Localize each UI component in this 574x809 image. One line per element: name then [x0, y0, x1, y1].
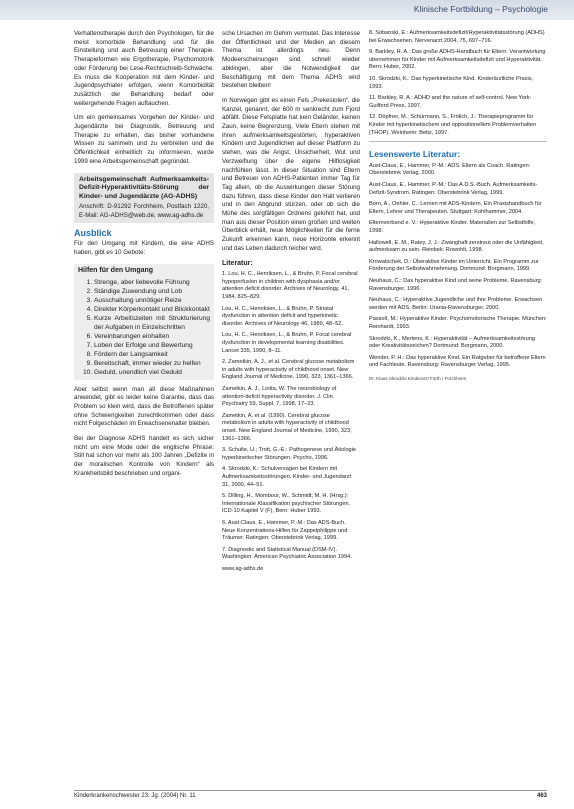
reference-item: Lou, H. C., Henriksen, L., & Bruhn, P. Striatal dysfunction in attention deficit and hyperkinetic disorder. Archives of Neurology 46, 1989, 48–52. [222, 305, 343, 327]
reference-item: 5. Dilling, H., Mombour, W., Schmidt, M. H. (Hrsg.): Internationale Klassifikation psychischer Störungen. ICD-10 Kapitel V (F), Bern: Huber 1993. [222, 493, 351, 515]
tip-item: 9. Bereitschaft, immer wieder zu helfen [94, 359, 210, 368]
reference-item: 10. Skrodzki, K.: Das hyperkinetische Kind. Kinderärztliche Praxis, 1993. [369, 75, 534, 90]
reference-item: 7. Diagnostic and Statistical Manual (DSM-IV). Washington: American Psychiatric Association 1994. [222, 546, 352, 561]
tips-box [74, 264, 214, 380]
tip-item: 1. Strenge, aber liebevolle Führung [94, 278, 210, 287]
reference-item: Zametkin, A. J., Liotta, W. The neurobiology of attention-deficit hyperactivity disorder. J. Clin. Psychiatry 59, Suppl. 7, 1998, 17–23. [222, 386, 337, 408]
author-affiliation: Dr. Klaus Skrodzki Kinderarzt Fürth / Forchheim [369, 375, 467, 381]
reading-item: Passolt, M.: Hyperaktive Kinder. Psychomotorische Therapie. München: Reinhardt, 1993. [369, 316, 547, 330]
divider [369, 141, 547, 144]
reading-item: Neuhaus, C.: Hyperaktive Jugendliche und ihre Probleme. Erwachsen werden mit ADS. Berlin: Urania-Ravensburger, 2000. [369, 297, 543, 311]
column-1 [74, 30, 214, 485]
journal-citation: Kinderkrankenschwester 23. Jg. (2004) Nr. 11 [74, 793, 196, 799]
reading-item: Elternverband e. V.: Hyperaktive Kinder. Materialien zur Selbsthilfe, 1998. [369, 220, 536, 234]
section-heading: Ausblick [74, 227, 112, 238]
reading-item: Skrodzki, K., Mertens, K.: Hyperaktivität – Aufmerksamkeitsstörung oder Kreativitätszeichen? Dortmund: Borgmann, 2000. [369, 335, 536, 350]
reference-item: Lou, H. C., Henriksen, L., & Bruhn, P. Focal cerebral dysfunction in developmental learning disabilities. Lancet 335, 1990, 8–11. [222, 332, 352, 354]
paragraph: sche Ursachen im Gehirn vermutet. Das Interesse der Öffentlichkeit und der Medien an diesem Thema ist allerdings neu. Denn Modeerscheinungen sind schnell wieder abklingen, aber die Notwendigkeit der Beschäftigung mit dem Thema ADHS wird bestehen bleiben! [222, 30, 360, 90]
reference-item: 6. Aust-Claus, E., Hammer, P.-M.: Das ADS-Buch. Neue Konzentrations-Hilfen für Zappelphilippe und Träumer. Ratingen: Oberstebrink Verlag, 1999. [222, 519, 348, 542]
reading-item: Neuhaus, C.: Das hyperaktive Kind und seine Probleme. Ravensburg: Ravensburger, 1996. [369, 277, 543, 292]
page-header [0, 0, 574, 22]
info-box [74, 173, 214, 223]
paragraph: In Norwegen gibt es einen Fels „Prekestolen“, die Kanzel, genannt, der 600 m senkrecht zum Fjord abfällt. Diese Felsplatte hat kein Geländer, keinen Zaun, keine Begrenzung. Viele Eltern stehen mit ihren aufmerksamkeitsgestörten, hyperaktiven Kindern und Jugendlichen auf dieser Plattform zu stehen, was die Angst, Unsicherheit, Wut und Verzweiflung über die eigene Hilflosigkeit nachfühlen lässt. In dieser Situation sind Eltern und Betreuer von ADHS-Patienten immer Tag für Tag allein, ob die Auswirkungen dieser Störung dazu führen, dass diese Kinder den Halt verlieren und in den Abgrund stürzen, oder ob sich die Mühe des sorgfältigen Ordnens gelohnt hat, und man aus dieser Position einen großen und weiten Überblick erhält, neue Möglichkeiten für die ferne Zukunft erkennen kann, neue Horizonte erkennt und das Leben dadurch reicher wird. [222, 96, 360, 252]
reading-item: Aust-Claus, E., Hammer, P.-M.: ADS. Eltern als Coach. Ratingen: Oberstebrink Verlag, 2000. [369, 162, 531, 177]
tip-item: 3. Ausschaltung unnötiger Reize [94, 296, 210, 305]
reference-item: 2. Zametkin, A. J., et al. Cerebral glucose metabolism in adults with hyperactivity of childhood onset. New England Journal of Medicine, 1990, 323, 1361–1366. [222, 359, 355, 381]
reference-item: 11. Barkley, R. A.: ADHD and the nature of self-control. New York: Guilford Press, 1997. [369, 95, 532, 109]
references-heading: Literatur: [222, 259, 253, 267]
reference-item: Zametkin, A. et al. (1990). Cerebral glucose metabolism in adults with hyperactivity of childhood onset. New England Journal of Medicine, 1990, 323, 1361–1366. [222, 412, 352, 442]
paragraph: Verhaltenstherapie durch den Psychologen, für die meist komorbide Behandlung und für die Einstellung und auch Betreuung einer Therapie. Therapieformen wie Ergotherapie, Psychomotorik oder Förderung bei Lese-Rechtschreib-Schwäche. Es muss die Kooperation mit dem Kinder- und Jugendpsychiater erfolgen, wenn Komorbidität zusätzlich der Behandlung bedarf oder weitergehende Fragen auftauchen. [74, 30, 214, 107]
tips-list [78, 278, 210, 377]
reading-item: Krowatschek, D.: Überaktive Kinder im Unterricht. Ein Programm zur Förderung der Selbstwahrnehmung. Dortmund: Borgmann, 1999. [369, 258, 539, 273]
tip-item: 10. Geduld, unendlich viel Geduld [94, 368, 210, 377]
paragraph: Für den Umgang mit Kindern, die eine ADHS haben, gibt es 10 Gebote: [74, 240, 214, 257]
column-3 [369, 30, 547, 382]
info-box-title: Arbeitsgemeinschaft Aufmerksamkeits-Defizit-Hyperaktivitäts-Störung der Kinder- und Jugendärzte (AG-ADHS) [79, 175, 209, 200]
tip-item: 2. Ständige Zuwendung und Lob [94, 287, 210, 296]
column-2 [222, 30, 360, 577]
reading-item: Aust-Claus, E., Hammer, P.-M.: Das A.D.S.-Buch. Aufmerksamkeits-Defizit-Syndrom. Ratingen: Oberstebrink Verlag, 1999. [369, 182, 538, 196]
reading-item: Wender, P. H.: Das hyperaktive Kind. Ein Ratgeber für betroffene Eltern und Fachleute. Ravensburg: Ravensburger Verlag, 1995. [369, 354, 546, 369]
reference-item: 12. Döpfner, M., Schürmann, S., Frölich, J.: Therapieprogramm für Kinder mit hyperkinetischem und oppositionellem Problemverhalten (THOP). Weinheim: Beltz, 1997. [369, 114, 536, 136]
reference-item: 1. Lou, H. C., Henriksen, L., & Bruhn, P. Focal cerebral hypoperfusion in children with dysphasia and/or attention deficit disorder. Archives of Neurology, 41, 1984, 825–829. [222, 271, 358, 301]
header-title: Klinische Fortbildung – Psychologie [413, 4, 548, 14]
reading-item: Hallowell, E. M., Ratey, J. J.: Zwanghaft zerstreut oder die Unfähigkeit, aufmerksam zu sein. Reinbek: Rowohlt, 1998. [369, 239, 544, 254]
reading-item: Born, A., Oehler, C.: Lernen mit ADS-Kindern. Ein Praxishandbuch für Eltern, Lehrer und Therapeuten. Stuttgart: Kohlhammer, 2004. [369, 201, 542, 215]
tip-item: 7. Loben der Erfolge und Bewertung [94, 341, 210, 350]
tip-item: 8. Fördern der Langsamkeit [94, 350, 210, 359]
tip-item: 6. Vereinbarungen einhalten [94, 332, 210, 341]
paragraph: Um ein gemeinsames Vorgehen der Kinder- und Jugendärzte bei Diagnostik, Betreuung und Therapie zu erhalten, das bisher vorhandene Wissen zu sammeln und zu verbreiten und die Öffentlichkeit einheitlich zu informieren, wurde 1999 eine Arbeitsgemeinschaft gegründet. [74, 114, 214, 165]
paragraph: Aber selbst wenn man all diese Maßnahmen anwendet, gibt es leider keine Garantie, dass das Problem so klein wird, dass die Betroffenen später ohne Schwierigkeiten zurechtkommen oder dass nicht Folgeschäden im Erwachsenenalter bleiben. [74, 385, 214, 428]
footer-rule [74, 790, 547, 791]
tips-title: Hilfen für den Umgang [78, 266, 154, 274]
paragraph: Bei der Diagnose ADHS handelt es sich sicher nicht um eine Mode oder die englische Phrase: Still hat schon vor mehr als 100 Jahren „Defizite in der moralischen Kontrolle von Kindern“ als Krankheitsbild beschrieben und organi- [74, 435, 214, 477]
reference-link[interactable]: www.ag-adhs.de [222, 565, 264, 572]
page-number: 463 [536, 793, 547, 799]
reference-item: 3. Schulte, U.; Trott, G.-E.: Pathogenese und Ätiologie hyperkinetischer Störungen. Psycho, 1996. [222, 447, 357, 461]
reference-item: 8. Sobanski, E.: Aufmerksamkeitsdefizit/Hyperaktivitätsstörung (ADHS) bei Erwachsenen. Nervenarzt 2004, 75, 697–716. [369, 30, 545, 44]
recommended-reading-heading: Lesenswerte Literatur: [369, 149, 461, 160]
page-footer [74, 793, 547, 803]
reference-item: 4. Skrodzki, K.: Schulversagen bei Kindern mit Aufmerksamkeitsstörungen. Kinder- und Jugendarzt 31, 2000, 44–51. [222, 466, 352, 488]
reference-item: 9. Barkley, R. A.: Das große ADHS-Handbuch für Eltern. Verantwortung übernehmen für Kinder mit Aufmerksamkeitsdefizit und Hyperaktivität. Bern: Huber, 2002. [369, 49, 546, 71]
info-box-address: Anschrift: D-91292 Forchheim, Postfach 1220, E-Mail: AG-ADHS@web.de, www.ag-adhs.de [79, 203, 209, 219]
tip-item: 5. Kurze Arbeitszeiten mit Strukturierung der Aufgaben in Einzelschritten [94, 314, 210, 332]
tip-item: 4. Direkter Körperkontakt und Blickkontakt [94, 305, 210, 314]
